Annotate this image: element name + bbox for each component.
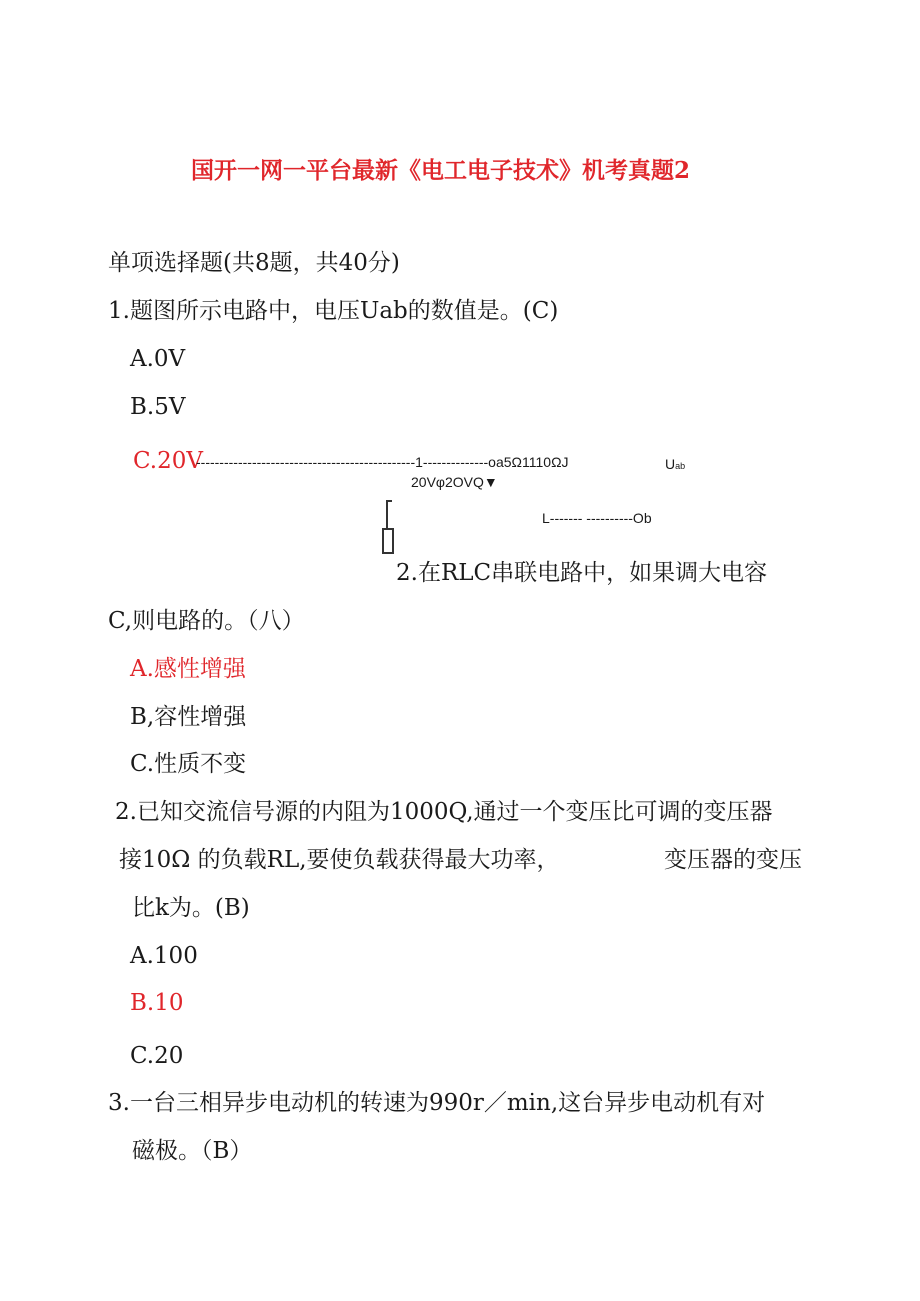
q3-stem-line2b: 变压器的变压 — [664, 847, 802, 873]
q1-stem: 1.题图所示电路中，电压Uab的数值是。(C) — [108, 298, 559, 324]
resistor-icon — [382, 528, 394, 554]
q2-option-c: C.性质不变 — [130, 751, 247, 777]
q3-stem-line3: 比k为。(B) — [132, 895, 250, 921]
q1-option-a: A.0V — [130, 346, 186, 372]
q3-stem-line2a: 接10Ω 的负载RL,要使负载获得最大功率， — [119, 847, 560, 873]
q3-stem-line1: 2.已知交流信号源的内阻为1000Q,通过一个变压比可调的变压器 — [115, 799, 773, 825]
q1-option-b: B.5V — [130, 394, 186, 420]
q2-option-b: B,容性增强 — [130, 704, 247, 730]
circuit-uab-label — [665, 455, 685, 475]
page-title: 国开一网一平台最新《电工电子技术》机考真题2 — [191, 157, 691, 184]
q3-option-b-answer: B.10 — [130, 990, 184, 1016]
circuit-line-3: L------- ----------Ob — [542, 510, 652, 526]
q2-stem-part1: 2.在RLC串联电路中，如果调大电容 — [396, 560, 768, 586]
q1-option-c-answer: C.20V — [133, 448, 203, 474]
q3-option-a: A.100 — [130, 943, 198, 969]
circuit-line-1: -----------------------------------------------1--------------oa5Ω1110ΩJ — [196, 454, 569, 470]
circuit-line-2: 20Vφ2OVQ▼ — [411, 474, 498, 490]
q2-option-a-answer: A.感性增强 — [130, 656, 246, 682]
q2-stem-part2: C,则电路的。（八） — [108, 608, 305, 634]
resistor-lead — [386, 500, 388, 528]
q4-stem-line2: 磁极。（B） — [132, 1138, 253, 1164]
resistor-tick — [386, 500, 392, 502]
q3-option-c: C.20 — [130, 1043, 184, 1069]
circuit-u: U — [665, 456, 676, 472]
q4-stem-line1: 3.一台三相异步电动机的转速为990r／min,这台异步电动机有对 — [108, 1090, 766, 1116]
circuit-u-sub: ab — [675, 461, 686, 471]
section-heading: 单项选择题(共8题，共40分) — [108, 250, 400, 276]
